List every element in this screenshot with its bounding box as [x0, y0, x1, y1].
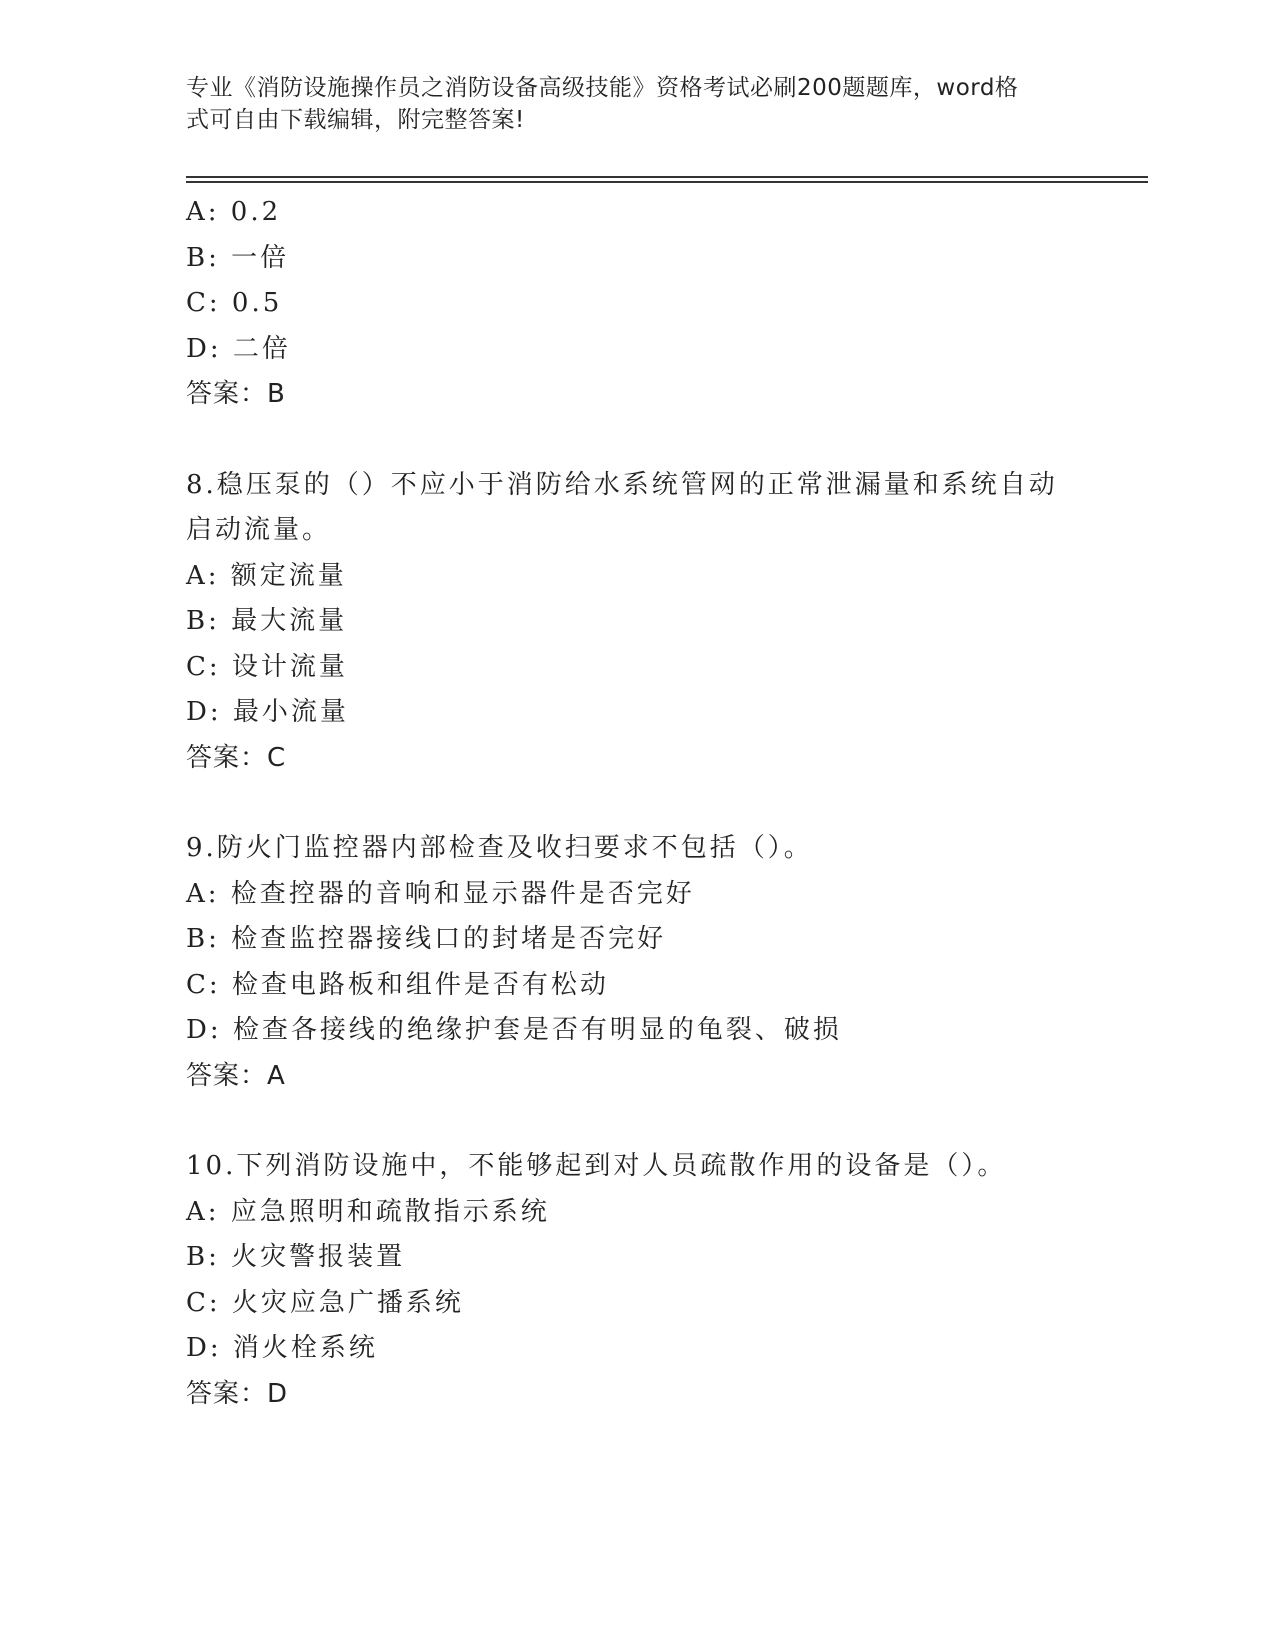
header-line-1: 专业《消防设施操作员之消防设备高级技能》资格考试必刷200题题库，word格	[186, 75, 1019, 101]
option-a: A: 检查控器的音响和显示器件是否完好	[186, 878, 695, 909]
option-d: D: 二倍	[186, 333, 291, 364]
option-b: B: 一倍	[186, 242, 290, 273]
document-header	[186, 72, 1066, 136]
answer: 答案：C	[186, 742, 287, 773]
spacer	[186, 418, 1146, 463]
option-a: A: 应急照明和疏散指示系统	[186, 1196, 550, 1227]
question-8	[186, 463, 1146, 782]
question-stem: 8.稳压泵的（）不应小于消防给水系统管网的正常泄漏量和系统自动	[186, 469, 1058, 500]
answer: 答案：B	[186, 379, 286, 409]
option-a: A: 0.2	[186, 197, 282, 227]
question-7	[186, 190, 1146, 418]
answer: 答案：D	[186, 1378, 289, 1409]
question-stem-continued: 启动流量。	[186, 515, 332, 545]
spacer	[186, 1099, 1146, 1144]
question-9	[186, 826, 1146, 1099]
header-divider-top	[186, 176, 1148, 178]
question-content	[186, 190, 1146, 1417]
header-line-2: 式可自由下载编辑，附完整答案!	[186, 107, 525, 133]
option-d: D: 检查各接线的绝缘护套是否有明显的龟裂、破损	[186, 1015, 842, 1045]
option-b: B: 最大流量	[186, 606, 348, 636]
option-c: C: 0.5	[186, 288, 283, 318]
option-a: A: 额定流量	[186, 560, 347, 591]
header-divider-bottom	[186, 181, 1148, 183]
option-c: C: 设计流量	[186, 651, 348, 682]
question-10	[186, 1144, 1146, 1417]
question-stem: 9.防火门监控器内部检查及收扫要求不包括（）。	[186, 833, 813, 863]
option-d: D: 最小流量	[186, 697, 349, 727]
option-c: C: 检查电路板和组件是否有松动	[186, 969, 609, 1000]
option-d: D: 消火栓系统	[186, 1333, 378, 1363]
option-b: B: 火灾警报装置	[186, 1242, 406, 1272]
option-b: B: 检查监控器接线口的封堵是否完好	[186, 924, 667, 954]
question-stem: 10.下列消防设施中，不能够起到对人员疏散作用的设备是（）。	[186, 1151, 1007, 1181]
answer: 答案：A	[186, 1060, 286, 1091]
option-c: C: 火灾应急广播系统	[186, 1287, 464, 1318]
spacer	[186, 781, 1146, 826]
